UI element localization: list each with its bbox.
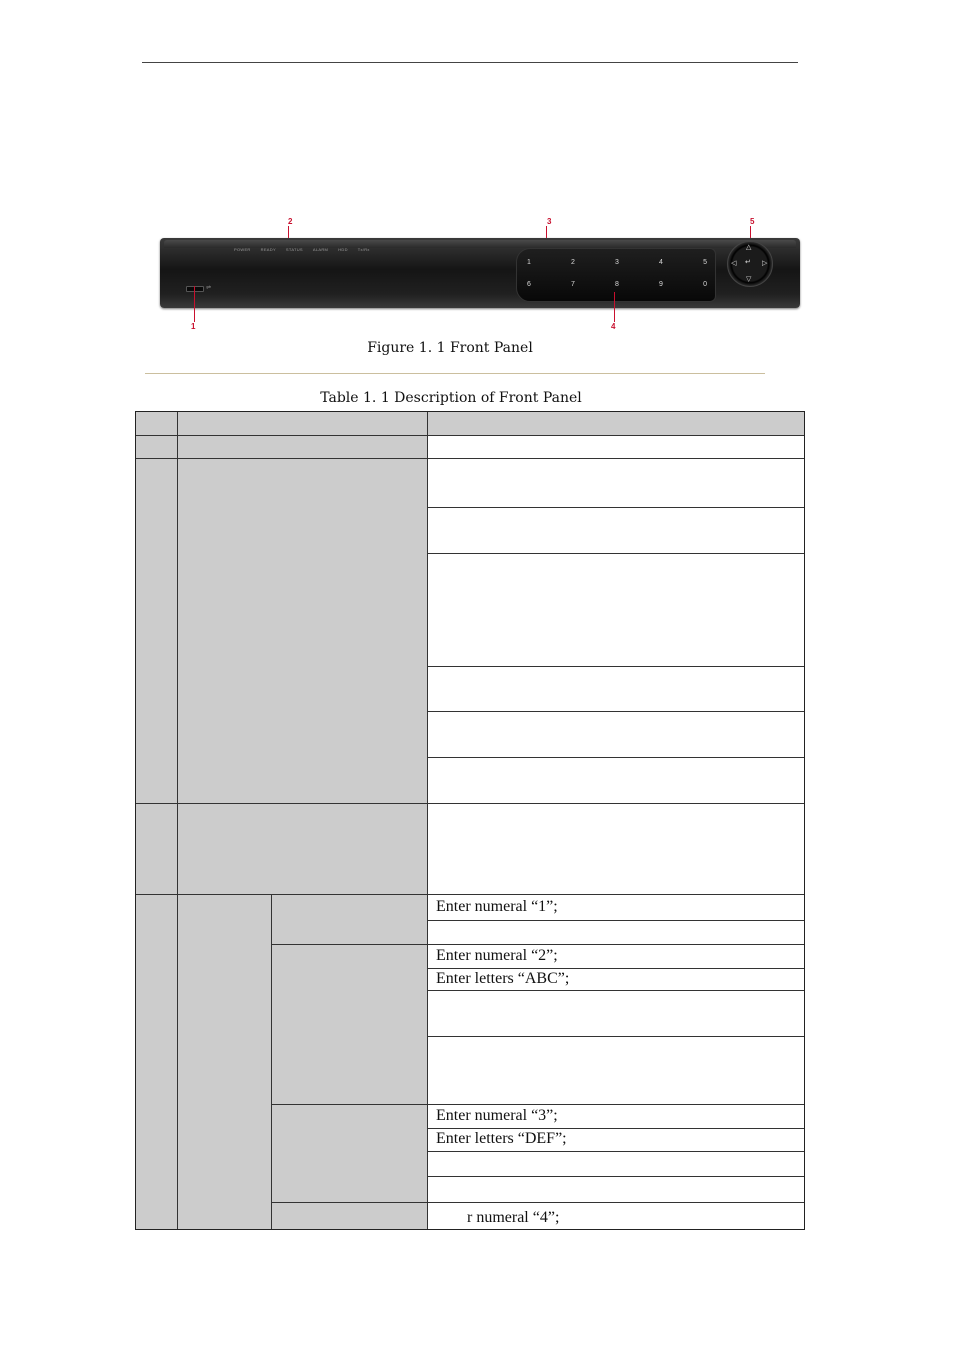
- row-divider: [136, 458, 804, 459]
- table-caption: Table 1. 1 Description of Front Panel: [320, 390, 582, 406]
- header-rule: [142, 62, 798, 63]
- arrow-left-icon: ◁: [731, 259, 737, 267]
- row-divider: [427, 757, 804, 758]
- key-0: 0: [703, 281, 707, 288]
- front-panel-table: [135, 411, 805, 1230]
- row-divider: [427, 1128, 804, 1129]
- front-panel-figure: [160, 214, 800, 338]
- keypad: [516, 248, 716, 302]
- desc-numeral-4: r numeral “4”;: [467, 1209, 560, 1226]
- table-header-row: [136, 412, 804, 435]
- arrow-up-icon: △: [746, 243, 752, 251]
- row-divider: [427, 1151, 804, 1152]
- desc-letters-def: Enter letters “DEF”;: [436, 1130, 567, 1147]
- name-column-shade-a: [177, 435, 427, 895]
- row-divider: [271, 1202, 804, 1203]
- row-divider: [427, 920, 804, 921]
- led-status: STATUS: [285, 247, 303, 252]
- no-column-shade: [136, 435, 177, 1229]
- row-divider: [427, 553, 804, 554]
- led-alarm: ALARM: [312, 247, 329, 252]
- key-5: 5: [703, 259, 707, 266]
- subname-column-shade: [271, 895, 427, 1229]
- desc-letters-abc: Enter letters “ABC”;: [436, 970, 570, 987]
- col-divider-2: [427, 412, 428, 1229]
- navigation-ring: [727, 241, 773, 287]
- row-divider: [271, 1104, 804, 1105]
- usb-port: [186, 286, 204, 292]
- key-7: 7: [571, 281, 575, 288]
- enter-icon: ↵: [745, 258, 751, 266]
- row-divider: [136, 435, 804, 436]
- led-hdd: HDD: [338, 247, 348, 252]
- status-led-labels: [234, 247, 370, 252]
- figure-rule: [145, 373, 765, 374]
- desc-numeral-2: Enter numeral “2”;: [436, 947, 558, 964]
- row-divider: [427, 1176, 804, 1177]
- desc-numeral-1: Enter numeral “1”;: [436, 898, 558, 915]
- callout-5: 5: [750, 217, 755, 226]
- key-9: 9: [659, 281, 663, 288]
- col-divider-3: [271, 895, 272, 1229]
- row-divider: [136, 894, 804, 895]
- figure-caption: Figure 1. 1 Front Panel: [367, 340, 533, 356]
- callout-4: 4: [611, 322, 616, 331]
- key-3: 3: [615, 259, 619, 266]
- led-txrx: Tx/Rx: [357, 247, 370, 252]
- keypad-row-bottom: [527, 281, 707, 288]
- usb-icon: ⇌: [206, 285, 212, 291]
- row-divider: [427, 666, 804, 667]
- callout-line-4: [614, 292, 615, 322]
- led-power: POWER: [234, 247, 251, 252]
- desc-numeral-3: Enter numeral “3”;: [436, 1107, 558, 1124]
- key-2: 2: [571, 259, 575, 266]
- row-divider: [136, 803, 804, 804]
- keypad-row-top: [527, 259, 707, 266]
- row-divider: [427, 507, 804, 508]
- led-ready: READY: [260, 247, 276, 252]
- key-8: 8: [615, 281, 619, 288]
- key-6: 6: [527, 281, 531, 288]
- key-1: 1: [527, 259, 531, 266]
- arrow-right-icon: ▷: [762, 259, 768, 267]
- callout-line-1: [194, 286, 195, 322]
- row-divider: [427, 968, 804, 969]
- callout-3: 3: [547, 217, 552, 226]
- col-divider-1: [177, 412, 178, 1229]
- callout-2: 2: [288, 217, 293, 226]
- row-divider: [427, 1036, 804, 1037]
- callout-1: 1: [191, 322, 196, 331]
- dvr-front-panel: [160, 238, 800, 308]
- arrow-down-icon: ▽: [746, 275, 752, 283]
- key-4: 4: [659, 259, 663, 266]
- row-divider: [271, 944, 804, 945]
- name-column-shade-b: [177, 895, 271, 1229]
- row-divider: [427, 990, 804, 991]
- row-divider: [427, 711, 804, 712]
